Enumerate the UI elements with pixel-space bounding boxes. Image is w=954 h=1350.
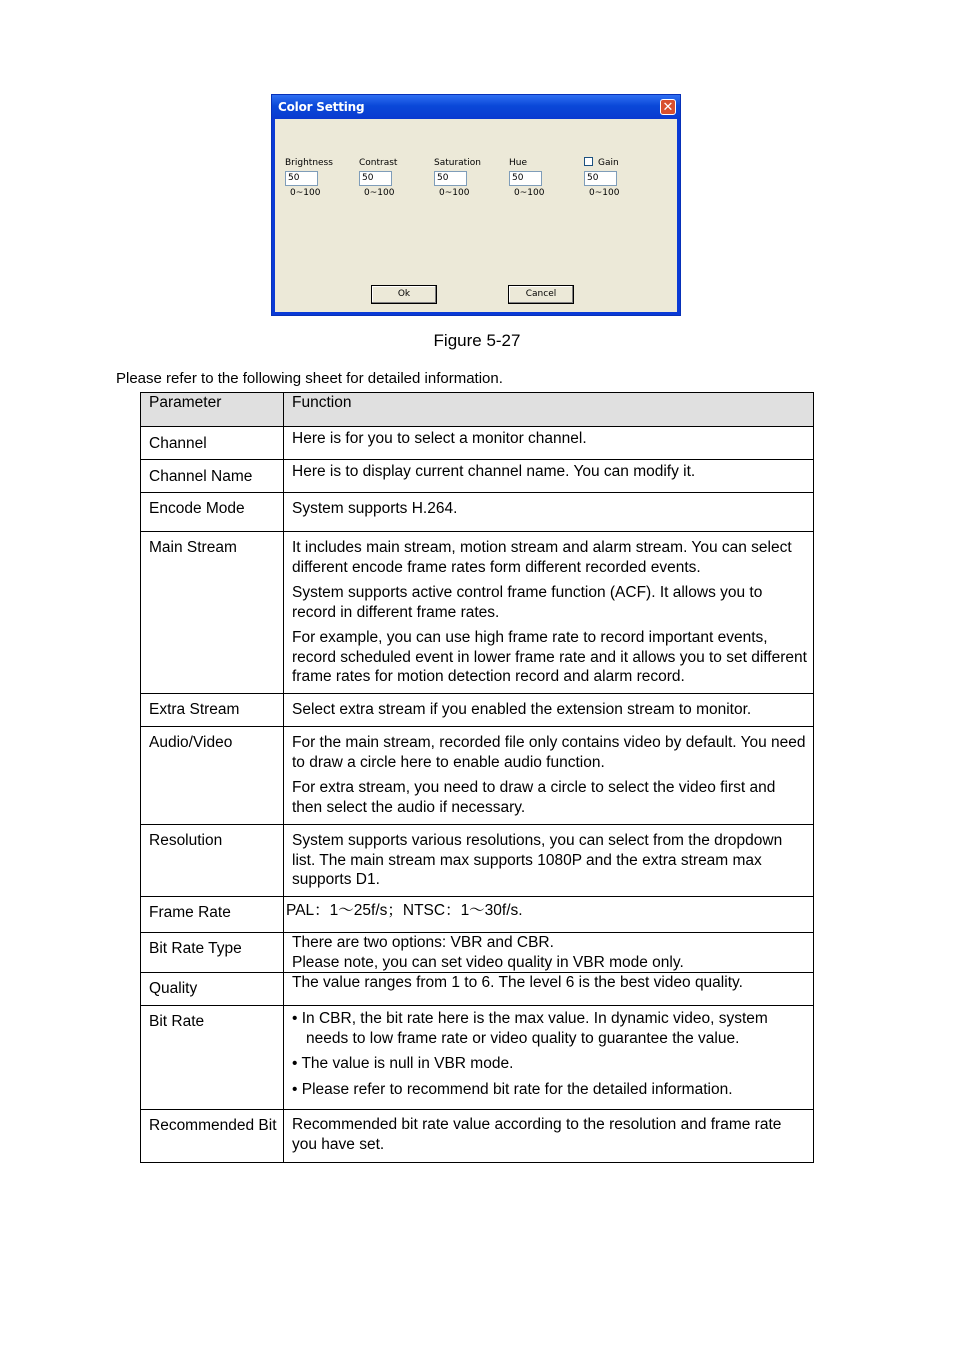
contrast-label: Contrast <box>359 158 398 168</box>
table-row <box>141 532 814 694</box>
bullet-item: • Please refer to recommend bit rate for the detailed information. <box>292 1080 733 1098</box>
saturation-range: 0~100 <box>439 188 470 198</box>
table-row <box>141 694 814 727</box>
color-setting-dialog <box>271 94 681 316</box>
function-paragraph: The value ranges from 1 to 6. The level 6 is the best video quality. <box>292 974 743 991</box>
function-cell <box>284 727 814 825</box>
table-row <box>141 973 814 1006</box>
parameter-cell: Recommended Bit <box>141 1110 284 1163</box>
gain-label: Gain <box>598 158 619 168</box>
contrast-range: 0~100 <box>364 188 395 198</box>
brightness-label: Brightness <box>285 158 333 168</box>
figure-caption: Figure 5-27 <box>433 331 521 350</box>
function-cell <box>284 1110 814 1163</box>
function-cell <box>284 973 814 1006</box>
table-row <box>141 933 814 973</box>
function-cell <box>284 1006 814 1110</box>
function-paragraph: For example, you can use high frame rate to record important events, record scheduled event in lower frame rate and it allows you to set different frame rates for motion detection record and alarm record. <box>292 629 807 685</box>
parameter-cell: Resolution <box>141 825 284 897</box>
function-paragraph: It includes main stream, motion stream and alarm stream. You can select different encode frame rates form different recorded events. <box>292 539 792 576</box>
saturation-label: Saturation <box>434 158 481 168</box>
function-paragraph: For extra stream, you need to draw a circle to select the video first and then select the audio if necessary. <box>292 779 776 816</box>
function-cell <box>284 493 814 532</box>
function-cell <box>284 825 814 897</box>
function-cell <box>284 532 814 694</box>
function-cell <box>284 427 814 460</box>
hue-input[interactable]: 50 <box>509 171 542 186</box>
table-row <box>141 427 814 460</box>
parameter-cell: Audio/Video <box>141 727 284 825</box>
header-parameter: Parameter <box>141 393 284 427</box>
parameter-cell: Extra Stream <box>141 694 284 727</box>
saturation-input[interactable]: 50 <box>434 171 467 186</box>
function-paragraph: Here is for you to select a monitor channel. <box>292 430 587 447</box>
hue-label: Hue <box>509 158 528 168</box>
gain-range: 0~100 <box>589 188 620 198</box>
function-line: There are two options: VBR and CBR. <box>292 934 554 951</box>
table-row <box>141 897 814 933</box>
gain-input[interactable]: 50 <box>584 171 617 186</box>
function-paragraph: Recommended bit rate value according to the resolution and frame rate you have set. <box>292 1116 782 1153</box>
parameter-cell: Frame Rate <box>141 897 284 933</box>
parameter-cell: Bit Rate Type <box>141 933 284 973</box>
hue-range: 0~100 <box>514 188 545 198</box>
function-cell <box>284 694 814 727</box>
gain-group <box>584 157 654 198</box>
table-row <box>141 1006 814 1110</box>
brightness-input[interactable]: 50 <box>285 171 318 186</box>
gain-checkbox[interactable] <box>584 157 593 166</box>
function-paragraph: System supports active control frame function (ACF). It allows you to record in different frame rates. <box>292 584 763 621</box>
bullet-item: • In CBR, the bit rate here is the max value. In dynamic video, system needs to low frame rate or video quality to guarantee the value. <box>292 1010 768 1047</box>
bullet-item: • The value is null in VBR mode. <box>292 1055 514 1072</box>
table-row <box>141 1110 814 1163</box>
parameter-cell: Quality <box>141 973 284 1006</box>
dialog-titlebar <box>272 95 680 119</box>
function-cell <box>284 897 814 933</box>
brightness-range: 0~100 <box>290 188 321 198</box>
cancel-button[interactable]: Cancel <box>508 285 574 304</box>
function-paragraph: Select extra stream if you enabled the extension stream to monitor. <box>292 701 752 718</box>
close-icon: ✕ <box>662 99 674 114</box>
function-paragraph: System supports H.264. <box>292 500 458 517</box>
intro-text: Please refer to the following sheet for detailed information. <box>116 370 503 387</box>
parameter-cell: Channel <box>141 427 284 460</box>
parameter-cell: Bit Rate <box>141 1006 284 1110</box>
function-paragraph: Here is to display current channel name. You can modify it. <box>292 463 696 480</box>
function-line: Please note, you can set video quality in VBR mode only. <box>292 953 684 971</box>
close-button[interactable] <box>660 99 676 115</box>
contrast-group <box>359 157 429 198</box>
function-paragraph: PAL：1～25f/s；NTSC：1～30f/s. <box>286 902 523 919</box>
parameter-table <box>140 392 814 1163</box>
saturation-group <box>434 157 504 198</box>
function-paragraph: System supports various resolutions, you can select from the dropdown list. The main stream max supports 1080P and the extra stream max supports D1. <box>292 832 783 888</box>
function-cell <box>284 933 814 973</box>
table-row <box>141 727 814 825</box>
dialog-title: Color Setting <box>278 100 365 114</box>
function-paragraph: For the main stream, recorded file only contains video by default. You need to draw a circle here to enable audio function. <box>292 734 806 771</box>
table-row <box>141 493 814 532</box>
hue-group <box>509 157 579 198</box>
parameter-cell: Main Stream <box>141 532 284 694</box>
parameter-cell: Encode Mode <box>141 493 284 532</box>
header-function: Function <box>284 393 814 427</box>
parameter-cell: Channel Name <box>141 460 284 493</box>
table-row <box>141 460 814 493</box>
contrast-input[interactable]: 50 <box>359 171 392 186</box>
brightness-group <box>285 157 355 198</box>
function-cell <box>284 460 814 493</box>
dialog-body <box>275 119 677 312</box>
ok-button[interactable]: Ok <box>371 285 437 304</box>
table-row <box>141 825 814 897</box>
table-header-row <box>141 393 814 427</box>
